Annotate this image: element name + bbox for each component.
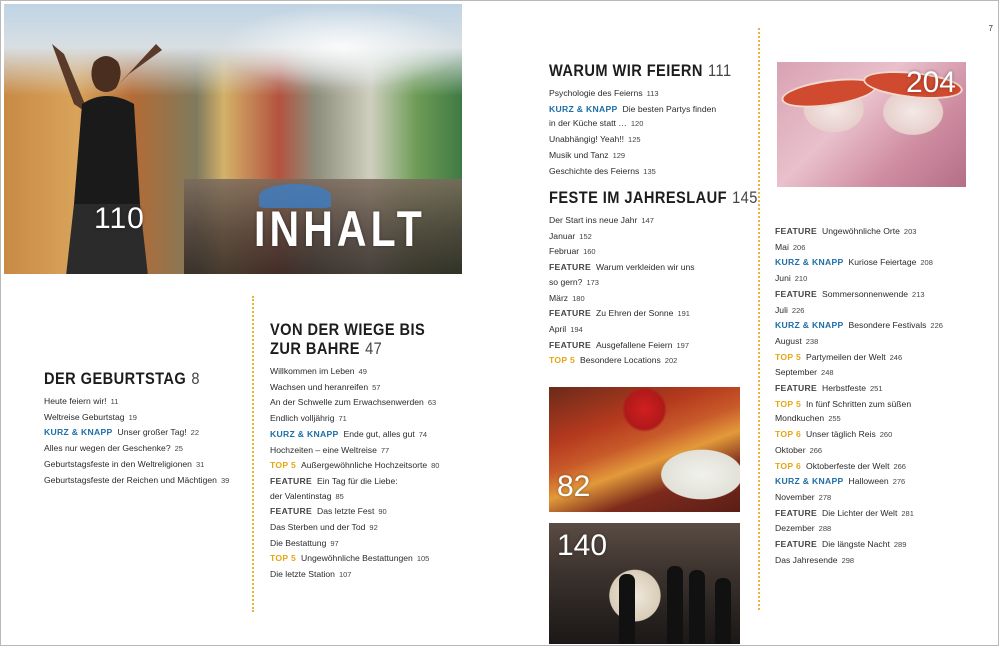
entry-page: 255 xyxy=(828,414,841,424)
entry-title: Hochzeiten – eine Weltreise xyxy=(270,444,377,455)
entry-title: Besondere Locations xyxy=(580,355,661,366)
photo-page-number: 140 xyxy=(557,529,608,562)
toc-entry[interactable] xyxy=(549,275,792,291)
entry-title: Oktoberfeste der Welt xyxy=(806,460,890,471)
entry-title: Unser täglich Reis xyxy=(806,429,876,440)
entry-page: 180 xyxy=(572,293,585,303)
section-page: 111 xyxy=(708,61,732,80)
entry-page: 208 xyxy=(920,258,933,268)
toc-entry[interactable] xyxy=(549,353,792,369)
entry-title: März xyxy=(549,292,569,303)
entry-page: 197 xyxy=(676,340,689,350)
toc-entry[interactable] xyxy=(775,271,943,287)
toc-entry[interactable] xyxy=(775,459,943,475)
toc-entry[interactable] xyxy=(775,553,943,569)
entry-page: 213 xyxy=(912,289,925,299)
entry-tag-feature: FEATURE xyxy=(775,507,818,518)
entry-title: Sommersonnenwende xyxy=(822,288,909,299)
entry-page: 147 xyxy=(641,216,654,225)
photo-festival-hats xyxy=(777,62,966,187)
toc-entry[interactable] xyxy=(775,365,943,381)
entry-title: Wachsen und heranreifen xyxy=(270,381,369,392)
toc-section-warum-feiern xyxy=(549,61,761,179)
dancer-silhouette xyxy=(667,566,683,644)
entry-page: 226 xyxy=(791,305,805,315)
entry-title: Ein Tag für die Liebe: xyxy=(317,475,398,486)
entry-title: Ende gut, alles gut xyxy=(343,428,415,439)
toc-entry[interactable] xyxy=(775,240,943,256)
toc-entry[interactable] xyxy=(549,229,792,245)
entry-title: Willkommen im Leben xyxy=(270,366,355,376)
toc-entry[interactable] xyxy=(775,537,943,553)
toc-entry[interactable] xyxy=(44,410,229,426)
hero-page-number: 110 xyxy=(94,202,145,235)
celebrating-man-figure xyxy=(44,44,164,274)
entry-tag-feature: FEATURE xyxy=(270,475,313,486)
dancer-silhouette xyxy=(619,574,635,644)
section-heading-line2 xyxy=(270,339,425,358)
entry-title: Die letzte Station xyxy=(270,569,335,580)
entry-title: Außergewöhnliche Hochzeitsorte xyxy=(301,460,428,471)
entry-tag-top: TOP 5 xyxy=(775,351,802,362)
entry-page: 191 xyxy=(677,309,690,319)
entry-page: 194 xyxy=(570,324,583,334)
entry-page: 19 xyxy=(128,412,137,422)
toc-entry[interactable] xyxy=(549,102,761,117)
contents-title: INHALT xyxy=(254,201,426,257)
section-heading xyxy=(549,188,758,207)
toc-entry[interactable] xyxy=(270,411,450,427)
entry-page: 152 xyxy=(579,231,592,241)
entry-title: Die Bestattung xyxy=(270,537,327,548)
entry-title: Kuriose Feiertage xyxy=(848,257,917,268)
entry-tag-kurz: KURZ & KNAPP xyxy=(775,476,844,487)
entry-title: September xyxy=(775,367,818,378)
entry-title: Ungewöhnliche Orte xyxy=(822,226,900,236)
entry-title: Unser großer Tag! xyxy=(117,427,187,438)
toc-entry[interactable] xyxy=(775,303,943,319)
photo-wedding-hands xyxy=(549,387,740,512)
entry-title: August xyxy=(775,335,802,346)
entry-title: Oktober xyxy=(775,444,806,455)
entry-title: In fünf Schritten zum süßen xyxy=(806,398,912,409)
toc-entry[interactable] xyxy=(270,458,450,474)
toc-entry[interactable] xyxy=(549,116,761,132)
entry-page: 281 xyxy=(901,508,914,518)
entry-title: Geburtstagsfeste in den Weltreligionen xyxy=(44,458,192,469)
toc-entry[interactable] xyxy=(775,334,943,350)
entry-title: in der Küche statt … xyxy=(549,118,627,129)
section-title: DER GEBURTSTAG xyxy=(44,369,187,388)
entry-title: Heute feiern wir! xyxy=(44,396,107,406)
entry-list xyxy=(549,86,761,179)
entry-tag-top: TOP 5 xyxy=(775,398,802,409)
entry-page: 71 xyxy=(338,414,347,424)
section-heading xyxy=(549,61,732,80)
toc-entry[interactable] xyxy=(270,427,450,443)
entry-list xyxy=(549,213,792,369)
photo-page-number: 204 xyxy=(905,66,956,99)
toc-entry[interactable] xyxy=(270,443,450,459)
entry-title: der Valentinstag xyxy=(270,490,332,501)
toc-entry[interactable] xyxy=(270,551,450,567)
entry-tag-feature: FEATURE xyxy=(775,539,818,550)
page-number: 7 xyxy=(988,24,993,33)
entry-title: Die besten Partys finden xyxy=(622,103,717,114)
entry-title: Dezember xyxy=(775,523,815,534)
entry-tag-kurz: KURZ & KNAPP xyxy=(775,320,844,331)
entry-page: 238 xyxy=(805,336,819,346)
entry-page: 129 xyxy=(612,150,626,160)
entry-title: Besondere Festivals xyxy=(848,320,927,331)
entry-page: 105 xyxy=(416,554,430,564)
entry-page: 80 xyxy=(431,461,440,471)
toc-entry[interactable] xyxy=(44,394,229,410)
entry-page: 85 xyxy=(335,491,344,501)
toc-entry[interactable] xyxy=(549,260,792,275)
entry-page: 251 xyxy=(870,384,883,394)
entry-title: Januar xyxy=(549,230,576,241)
entry-tag-top: TOP 5 xyxy=(270,553,297,564)
entry-title: so gern? xyxy=(549,276,583,287)
entry-title: Partymeilen der Welt xyxy=(806,351,886,362)
entry-title: Ungewöhnliche Bestattungen xyxy=(301,553,413,564)
entry-tag-top: TOP 6 xyxy=(775,429,802,440)
entry-title: Geburtstagsfeste der Reichen und Mächtigen xyxy=(44,474,217,485)
entry-page: 202 xyxy=(664,356,678,366)
entry-page: 266 xyxy=(893,461,906,471)
entry-page: 90 xyxy=(378,507,387,517)
entry-title: Zu Ehren der Sonne xyxy=(596,308,674,319)
toc-section-geburtstag xyxy=(44,369,229,488)
entry-page: 107 xyxy=(338,570,352,580)
entry-page: 298 xyxy=(841,555,855,565)
toc-entry[interactable] xyxy=(549,148,761,164)
entry-page: 206 xyxy=(792,242,806,252)
entry-page: 125 xyxy=(628,135,641,145)
entry-title: Juli xyxy=(775,304,788,315)
entry-tag-feature: FEATURE xyxy=(549,262,592,273)
toc-section-jahreslauf xyxy=(549,188,792,369)
toc-entry[interactable] xyxy=(44,473,229,489)
toc-entry[interactable] xyxy=(270,489,450,505)
entry-title: Herbstfeste xyxy=(822,383,866,394)
toc-entry[interactable] xyxy=(549,213,792,229)
toc-entry[interactable] xyxy=(775,255,943,271)
toc-entry[interactable] xyxy=(775,381,943,397)
entry-page: 248 xyxy=(821,368,834,378)
entry-page: 92 xyxy=(369,523,378,533)
entry-title: November xyxy=(775,491,815,502)
entry-page: 57 xyxy=(372,382,381,392)
entry-page: 11 xyxy=(110,397,119,406)
toc-section-wiege-bahre xyxy=(270,320,450,583)
entry-page: 266 xyxy=(809,445,823,455)
entry-page: 74 xyxy=(418,429,428,439)
toc-entry[interactable] xyxy=(44,425,229,441)
entry-title: Halloween xyxy=(848,476,889,487)
entry-page: 203 xyxy=(903,227,917,236)
entry-page: 278 xyxy=(818,492,832,502)
toc-entry[interactable] xyxy=(549,164,761,180)
entry-page: 288 xyxy=(818,524,832,534)
toc-entry[interactable] xyxy=(270,395,450,411)
entry-list xyxy=(270,364,450,583)
entry-tag-feature: FEATURE xyxy=(775,383,818,394)
entry-title: Alles nur wegen der Geschenke? xyxy=(44,443,171,454)
entry-title: Ausgefallene Feiern xyxy=(596,339,673,350)
section-page: 145 xyxy=(732,188,758,207)
dancer-silhouette xyxy=(715,578,731,644)
entry-tag-kurz: KURZ & KNAPP xyxy=(775,257,844,268)
entry-title: Der Start ins neue Jahr xyxy=(549,215,638,225)
entry-page: 289 xyxy=(893,540,907,550)
toc-entry[interactable] xyxy=(270,567,450,583)
toc-entry[interactable] xyxy=(549,306,792,322)
entry-tag-top: TOP 6 xyxy=(775,460,802,471)
toc-entry[interactable] xyxy=(44,441,229,457)
section-title: ZUR BAHRE xyxy=(270,339,360,358)
entry-page: 135 xyxy=(643,166,656,176)
entry-title: April xyxy=(549,323,567,334)
entry-page: 49 xyxy=(358,367,367,376)
entry-tag-feature: FEATURE xyxy=(270,506,313,517)
entry-title: Die längste Nacht xyxy=(822,539,890,550)
entry-title: Warum verkleiden wir uns xyxy=(596,262,695,273)
entry-title: Die Lichter der Welt xyxy=(822,507,898,518)
entry-title: Weltreise Geburtstag xyxy=(44,411,125,422)
entry-title: Psychologie des Feierns xyxy=(549,88,643,98)
toc-entry[interactable] xyxy=(549,132,761,148)
entry-page: 120 xyxy=(630,119,644,129)
entry-title: Mondkuchen xyxy=(775,413,825,424)
entry-list xyxy=(775,224,943,568)
dancer-silhouette xyxy=(689,570,705,644)
entry-page: 22 xyxy=(190,428,199,438)
entry-title: Musik und Tanz xyxy=(549,149,609,160)
toc-entry[interactable] xyxy=(775,411,943,427)
photo-page-number: 82 xyxy=(557,470,591,503)
toc-entry[interactable] xyxy=(775,287,943,303)
entry-tag-feature: FEATURE xyxy=(775,226,818,236)
toc-entry[interactable] xyxy=(270,474,450,489)
entry-title: Das Jahresende xyxy=(775,554,838,565)
entry-page: 246 xyxy=(889,352,903,362)
toc-entry[interactable] xyxy=(775,350,943,366)
entry-page: 31 xyxy=(195,459,205,469)
toc-entry[interactable] xyxy=(775,427,943,443)
entry-page: 173 xyxy=(586,277,599,287)
toc-entry[interactable] xyxy=(775,474,943,490)
entry-page: 25 xyxy=(174,444,183,454)
entry-page: 210 xyxy=(794,274,808,284)
hero-photo xyxy=(4,4,462,274)
toc-entry[interactable] xyxy=(270,504,450,520)
entry-tag-kurz: KURZ & KNAPP xyxy=(44,427,113,438)
divider-left xyxy=(252,296,254,612)
entry-page: 160 xyxy=(583,247,596,257)
toc-entry[interactable] xyxy=(775,318,943,334)
entry-title: Februar xyxy=(549,246,580,257)
entry-page: 97 xyxy=(330,538,339,548)
entry-page: 113 xyxy=(646,89,659,98)
entry-title: Das Sterben und der Tod xyxy=(270,522,366,533)
entry-title: Endlich volljährig xyxy=(270,413,335,424)
entry-tag-top: TOP 5 xyxy=(270,460,297,471)
entry-page: 276 xyxy=(892,477,906,487)
toc-entry[interactable] xyxy=(775,224,943,240)
photo-dance-party xyxy=(549,523,740,644)
toc-entry[interactable] xyxy=(270,536,450,552)
entry-tag-kurz: KURZ & KNAPP xyxy=(549,103,618,114)
entry-title: Unabhängig! Yeah!! xyxy=(549,134,625,145)
entry-tag-top: TOP 5 xyxy=(549,355,576,366)
entry-tag-kurz: KURZ & KNAPP xyxy=(270,428,339,439)
section-page: 8 xyxy=(191,369,200,388)
toc-entry[interactable] xyxy=(775,443,943,459)
toc-entry[interactable] xyxy=(775,397,943,412)
section-title: VON DER WIEGE BIS xyxy=(270,320,426,339)
toc-entry[interactable] xyxy=(270,364,450,380)
section-heading xyxy=(44,369,203,388)
toc-entry[interactable] xyxy=(775,490,943,506)
toc-entry[interactable] xyxy=(44,457,229,473)
entry-page: 39 xyxy=(220,475,230,485)
toc-entry[interactable] xyxy=(270,380,450,396)
entry-tag-feature: FEATURE xyxy=(549,308,592,319)
entry-title: Mai xyxy=(775,241,789,252)
section-title: WARUM WIR FEIERN xyxy=(549,61,703,80)
entry-page: 63 xyxy=(427,398,437,408)
entry-tag-feature: FEATURE xyxy=(549,339,592,350)
entry-tag-feature: FEATURE xyxy=(775,288,818,299)
toc-entry[interactable] xyxy=(549,322,792,338)
entry-title: Juni xyxy=(775,273,791,284)
entry-page: 77 xyxy=(380,445,390,455)
toc-entry[interactable] xyxy=(549,291,792,307)
entry-page: 260 xyxy=(879,430,893,440)
entry-title: Geschichte des Feierns xyxy=(549,165,640,176)
section-page: 47 xyxy=(365,339,383,358)
toc-entry[interactable] xyxy=(549,86,761,102)
toc-entry[interactable] xyxy=(775,521,943,537)
toc-entry[interactable] xyxy=(549,241,792,260)
toc-section-jahreslauf-continued xyxy=(775,224,943,568)
section-title: FESTE IM JAHRESLAUF xyxy=(549,188,727,207)
entry-list xyxy=(44,394,229,488)
toc-entry[interactable] xyxy=(549,338,792,354)
toc-entry[interactable] xyxy=(775,506,943,522)
entry-page: 226 xyxy=(930,321,943,331)
entry-title: An der Schwelle zum Erwachsenwerden xyxy=(270,397,424,408)
toc-entry[interactable] xyxy=(270,520,450,536)
section-heading xyxy=(270,320,425,339)
entry-title: Das letzte Fest xyxy=(317,506,375,517)
